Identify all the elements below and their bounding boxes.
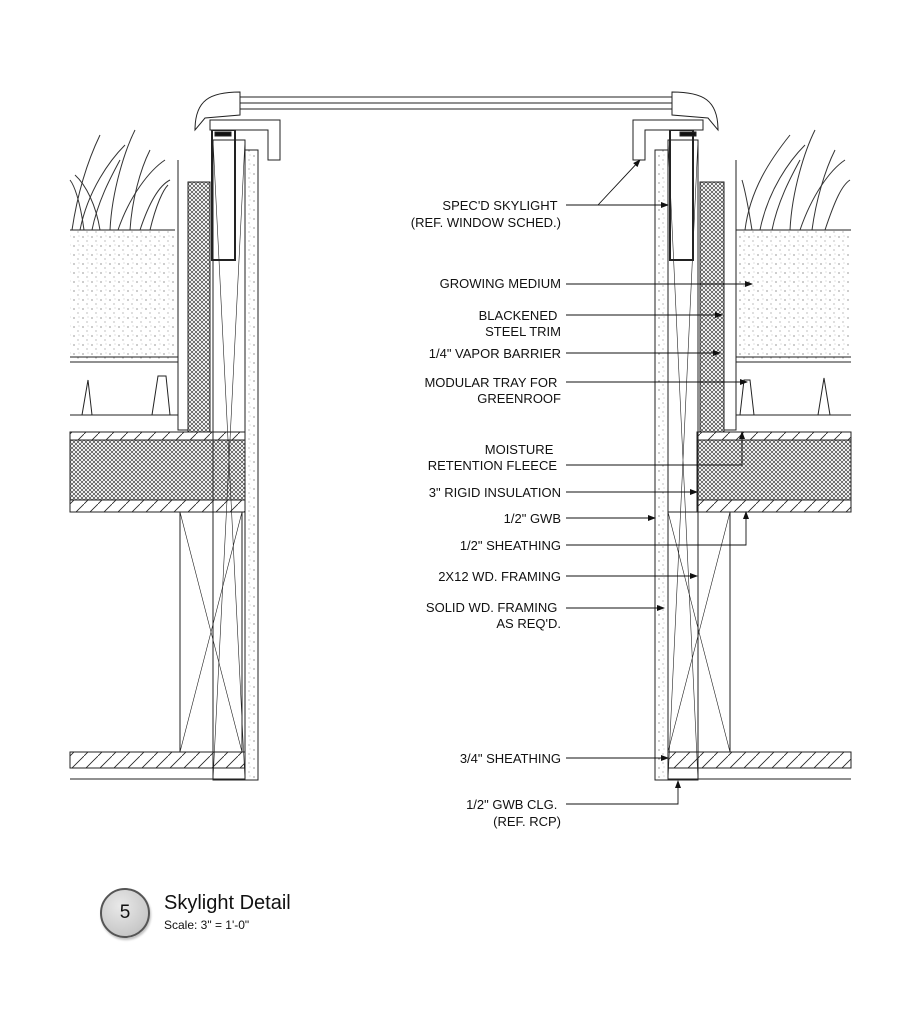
callout-gwb: 1/2" GWB — [503, 511, 561, 526]
callout-rigid-insulation: 3" RIGID INSULATION — [428, 485, 561, 500]
callout-moisture-fleece: MOISTURE RETENTION FLEECE — [427, 442, 557, 473]
skylight-unit — [195, 92, 718, 160]
right-plants — [742, 130, 850, 230]
detail-title: Skylight Detail — [164, 892, 291, 914]
callout-modular-tray: MODULAR TRAY FOR GREENROOF — [424, 375, 561, 406]
callout-sheathing-half: 1/2" SHEATHING — [459, 538, 561, 553]
callout-vapor-barrier: 1/4" VAPOR BARRIER — [428, 346, 561, 361]
detail-number-bubble — [100, 888, 150, 938]
left-roof-assembly — [70, 130, 258, 780]
callout-steel-trim: BLACKENED STEEL TRIM — [478, 308, 561, 339]
callout-growing-medium: GROWING MEDIUM — [439, 276, 561, 291]
callout-solid-framing: SOLID WD. FRAMING AS REQ'D. — [425, 600, 561, 631]
detail-scale: Scale: 3" = 1'-0" — [164, 918, 250, 932]
detail-title-block — [100, 888, 400, 948]
callout-gwb-clg: 1/2" GWB CLG. (REF. RCP) — [466, 797, 561, 829]
callout-labels — [411, 198, 561, 829]
callout-skylight: SPEC'D SKYLIGHT (REF. WINDOW SCHED.) — [410, 198, 561, 230]
right-roof-assembly — [655, 130, 851, 780]
detail-number: 5 — [119, 902, 131, 923]
callout-sheathing-34: 3/4" SHEATHING — [459, 751, 561, 766]
callout-framing-2x12: 2X12 WD. FRAMING — [438, 569, 561, 584]
left-plants — [70, 130, 170, 230]
